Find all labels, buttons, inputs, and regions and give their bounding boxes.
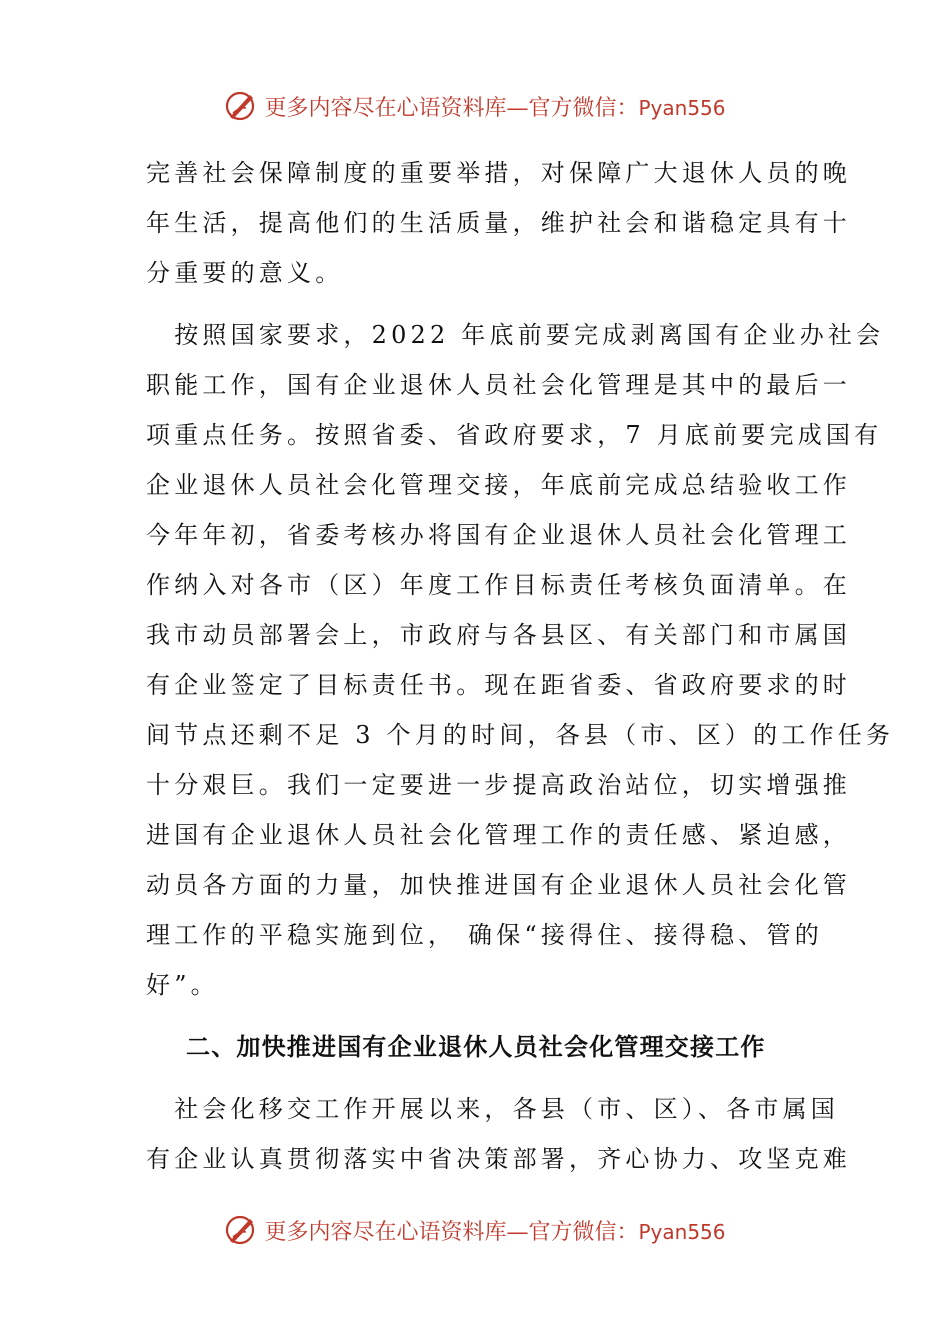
footer-banner-text: 更多内容尽在心语资料库—官方微信：Pyan556 <box>264 1219 726 1245</box>
text-line: 作纳入对各市（区）年度工作目标责任考核负面清单。在 <box>146 571 851 599</box>
text-line: 十分艰巨。我们一定要进一步提高政治站位，切实增强推 <box>146 771 851 799</box>
text-line: 分重要的意义。 <box>146 259 344 287</box>
text-line: 我市动员部署会上，市政府与各县区、有关部门和市属国 <box>146 621 851 649</box>
footer-banner <box>0 1210 950 1250</box>
text-line: 好”。 <box>146 971 219 999</box>
text-line: 动员各方面的力量，加快推进国有企业退休人员社会化管 <box>146 871 851 899</box>
text-line: 按照国家要求，2022 年底前要完成剥离国有企业办社会 <box>146 321 885 349</box>
text-line: 职能工作，国有企业退休人员社会化管理是其中的最后一 <box>146 371 851 399</box>
text-line: 有企业认真贯彻落实中省决策部署，齐心协力、攻坚克难 <box>146 1145 851 1173</box>
text-line: 年生活，提高他们的生活质量，维护社会和谐稳定具有十 <box>146 209 851 237</box>
section-heading: 二、加快推进国有企业退休人员社会化管理交接工作 <box>186 1033 766 1061</box>
header-banner <box>0 86 950 126</box>
footer-wechat-handle: Pyan556 <box>638 1219 726 1244</box>
text-line: 企业退休人员社会化管理交接，年底前完成总结验收工作 <box>146 471 851 499</box>
text-line: 有企业签定了目标责任书。现在距省委、省政府要求的时 <box>146 671 851 699</box>
text-line: 完善社会保障制度的重要举措，对保障广大退休人员的晚 <box>146 159 851 187</box>
quill-logo-icon <box>224 1213 258 1247</box>
quill-logo-icon <box>224 89 258 123</box>
header-banner-text: 更多内容尽在心语资料库—官方微信：Pyan556 <box>264 95 726 121</box>
header-wechat-handle: Pyan556 <box>638 95 726 120</box>
text-line: 社会化移交工作开展以来，各县（市、区）、各市属国 <box>146 1095 839 1123</box>
text-line: 今年年初，省委考核办将国有企业退休人员社会化管理工 <box>146 521 851 549</box>
text-line: 间节点还剩不足 3 个月的时间，各县（市、区）的工作任务 <box>146 721 895 749</box>
text-line: 项重点任务。按照省委、省政府要求，7 月底前要完成国有 <box>146 421 883 449</box>
text-line: 理工作的平稳实施到位， 确保“接得住、接得稳、管的 <box>146 921 823 949</box>
document-body <box>146 148 895 1184</box>
text-line: 进国有企业退休人员社会化管理工作的责任感、紧迫感， <box>146 821 851 849</box>
